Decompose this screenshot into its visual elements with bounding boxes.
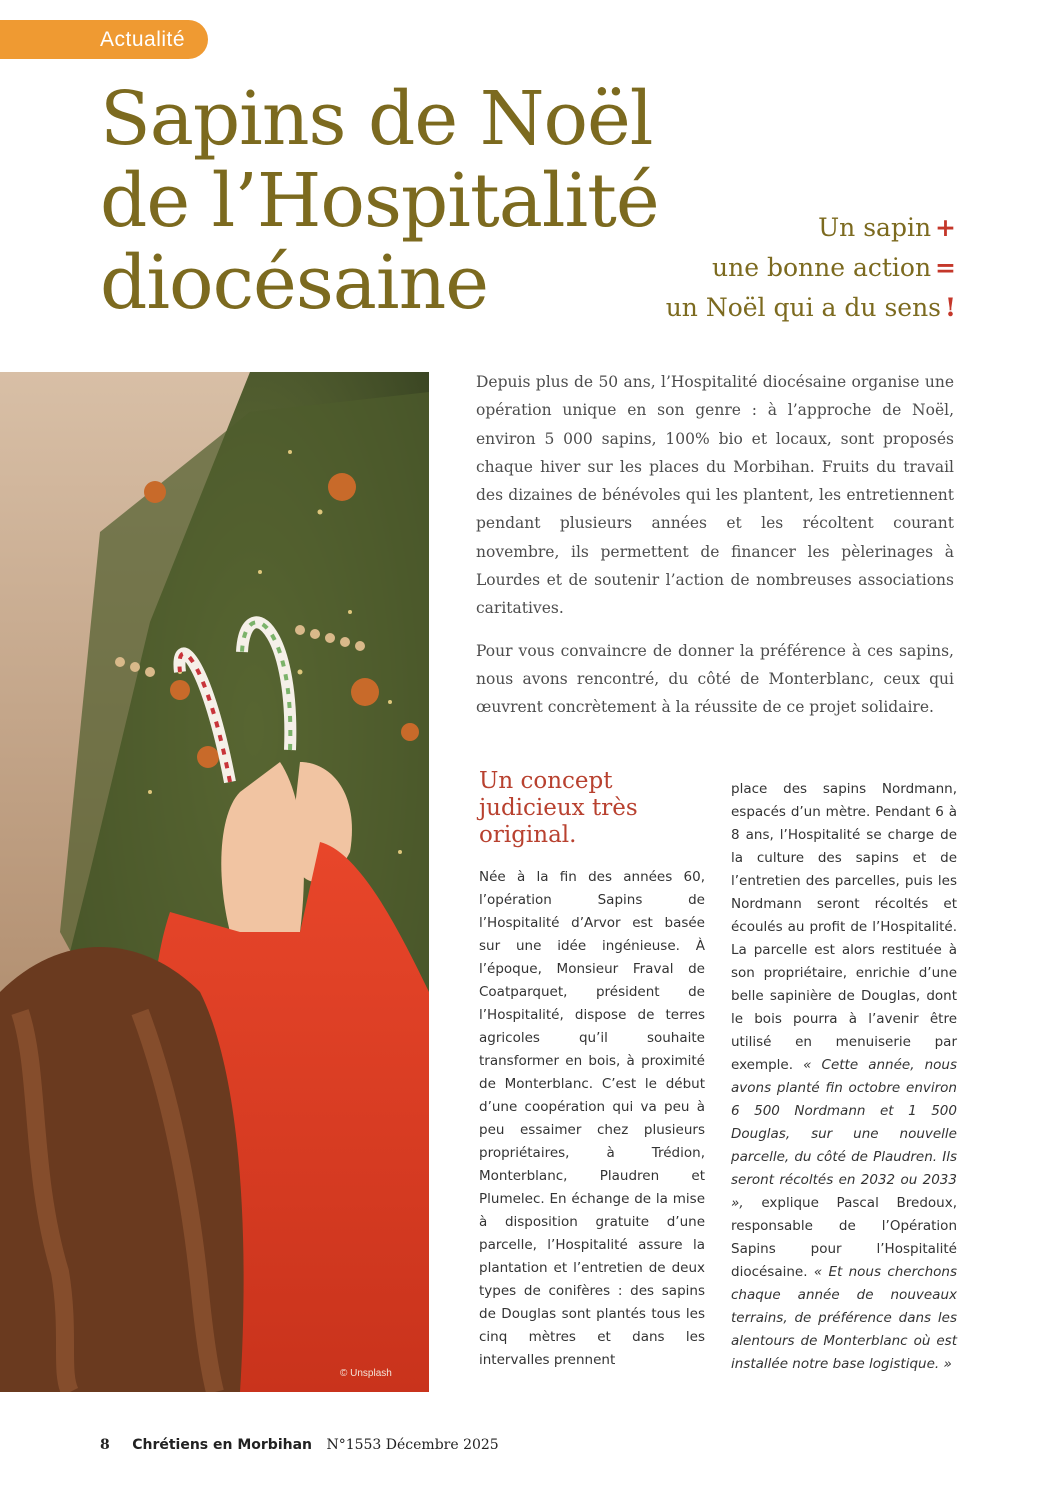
page-title: [100, 78, 720, 324]
photo-credit: © Unsplash: [340, 1368, 392, 1379]
title-line-3: diocésaine: [100, 240, 489, 326]
quote-2: « Et nous cherchons chaque année de nouveaux terrains, de préférence dans les alentours de Monterblanc où est installée notre base logistique. »: [731, 1264, 957, 1372]
title-line-1: Sapins de Noël: [100, 76, 653, 162]
magazine-name: Chrétiens en Morbihan: [132, 1437, 312, 1453]
tagline-line-1: Un sapin: [818, 213, 932, 242]
intro-text: [476, 368, 954, 736]
tagline: [666, 208, 956, 328]
page-footer: [100, 1437, 499, 1453]
photo-illustration: [0, 372, 429, 1392]
issue-info: N°1553 Décembre 2025: [326, 1437, 499, 1453]
exclamation-mark: !: [945, 293, 956, 322]
column-2-text: [731, 778, 957, 1376]
page-number: 8: [100, 1437, 110, 1453]
quote-1: « Cette année, nous avons planté fin octobre environ 6 500 Nordmann et 1 500 Douglas, sur une nouvelle parcelle, du côté de Plaudren. Ils seront récoltés en 2032 ou 2033 »,: [731, 1057, 957, 1211]
intro-paragraph-2: Pour vous convaincre de donner la préférence à ces sapins, nous avons rencontré, du côté de Monterblanc, ceux qui œuvrent concrètement à la réussite de ce projet solidaire.: [476, 641, 954, 717]
article-column-1: [479, 866, 705, 1372]
tagline-line-2: une bonne action: [712, 253, 932, 282]
article-column-2: [731, 778, 957, 1376]
article-subheading: Un concept judicieux très original.: [479, 768, 638, 848]
plus-sign: +: [935, 213, 956, 242]
column-1-text: Née à la fin des années 60, l’opération Sapins de l’Hospitalité d’Arvor est basée sur une idée ingénieuse. À l’époque, Monsieur Fraval de Coatparquet, président de l’Hospitalité, dispose de terres agricoles qu’il souhaite transformer en bois, à proximité de Monterblanc. C’est le début d’une coopération qui va peu à peu essaimer chez plusieurs propriétaires, à Trédion, Monterblanc, Plaudren et Plumelec. En échange de la mise à disposition gratuite d’une parcelle, l’Hospitalité assure la plantation et l’entretien de deux types de conifères : des sapins de Douglas sont plantés tous les cinq mètres et dans les intervalles prennent: [479, 869, 705, 1368]
column-2-part-b: explique Pascal Bredoux, responsable de l’Opération Sapins pour l’Hospitalité diocésaine.: [731, 1195, 957, 1280]
title-line-2: de l’Hospitalité: [100, 158, 659, 244]
equals-sign: =: [935, 253, 956, 282]
column-2-part-a: place des sapins Nordmann, espacés d’un mètre. Pendant 6 à 8 ans, l’Hospitalité se charge de la culture des sapins et de l’entretien des parcelles, puis les Nordmann seront récoltés et écoulés au profit de l’Hospitalité. La parcelle est alors restituée à son propriétaire, enrichie d’une belle sapinière de Douglas, dont le bois pourra à l’avenir être utilisé en menuiserie par exemple.: [731, 781, 957, 1073]
christmas-tree-photo: [0, 372, 429, 1392]
intro-paragraph-1: Depuis plus de 50 ans, l’Hospitalité diocésaine organise une opération unique en son genre : à l’approche de Noël, environ 5 000 sapins, 100% bio et locaux, sont proposés chaque hiver sur les places du Morbihan. Fruits du travail des dizaines de bénévoles qui les plantent, les entretiennent pendant plusieurs années et les récoltent courant novembre, ils permettent de financer les pèlerinages à Lourdes et de soutenir l’action de nombreuses associations caritatives.: [476, 373, 954, 618]
section-tag: Actualité: [0, 20, 208, 59]
tagline-line-3: un Noël qui a du sens: [665, 293, 942, 322]
